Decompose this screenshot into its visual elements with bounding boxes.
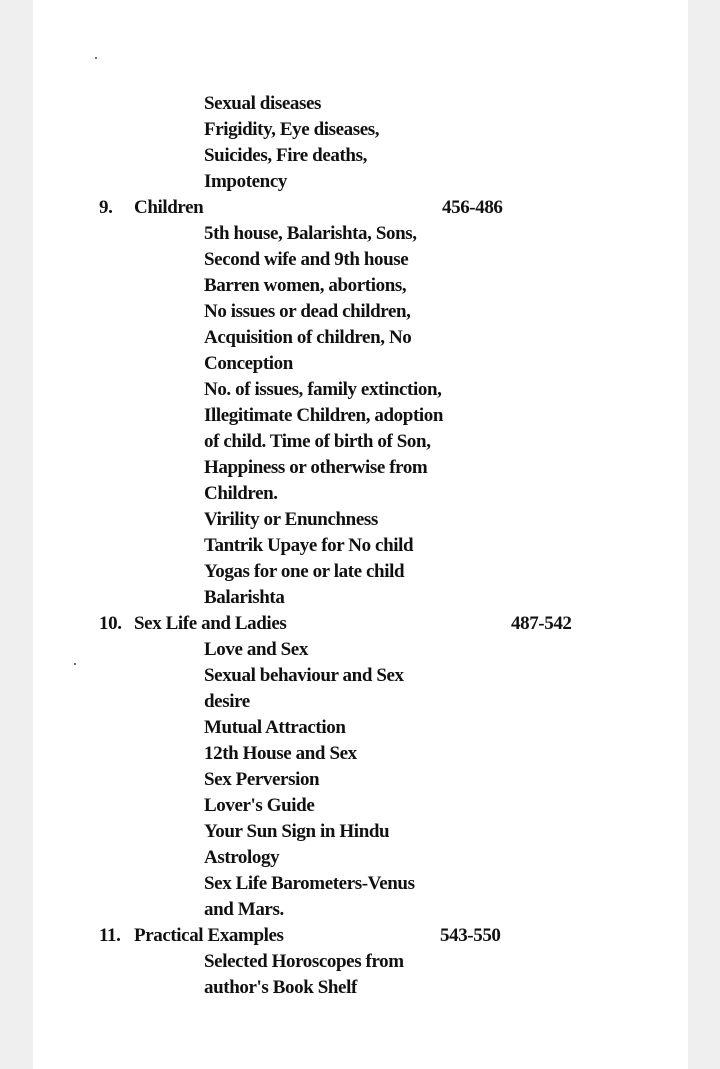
- toc-subitem: Impotency: [204, 171, 287, 192]
- toc-subitem: Frigidity, Eye diseases,: [204, 119, 380, 140]
- ink-speck: [74, 663, 76, 665]
- toc-subitem: Children.: [204, 483, 278, 504]
- chapter-number: 9.: [99, 197, 113, 218]
- toc-subitem: Lover's Guide: [204, 795, 315, 816]
- toc-subitem: and Mars.: [204, 899, 284, 920]
- chapter-title: Practical Examples: [134, 925, 284, 946]
- toc-subitem: Acquisition of children, No: [204, 327, 412, 348]
- toc-subitem: Sexual diseases: [204, 93, 321, 114]
- toc-subitem: Sex Perversion: [204, 769, 320, 790]
- chapter-title: Sex Life and Ladies: [134, 613, 287, 634]
- toc-subitem: Astrology: [204, 847, 280, 868]
- document-page: [33, 0, 688, 1069]
- toc-subitem: author's Book Shelf: [204, 977, 357, 998]
- chapter-number: 10.: [99, 613, 122, 634]
- toc-subitem: Conception: [204, 353, 293, 374]
- toc-subitem: desire: [204, 691, 250, 712]
- toc-subitem: Barren women, abortions,: [204, 275, 407, 296]
- toc-subitem: Yogas for one or late child: [204, 561, 405, 582]
- chapter-pages: 487-542: [511, 613, 572, 634]
- toc-subitem: Virility or Enunchness: [204, 509, 378, 530]
- toc-subitem: Suicides, Fire deaths,: [204, 145, 367, 166]
- toc-subitem: Sex Life Barometers-Venus: [204, 873, 415, 894]
- chapter-pages: 456-486: [442, 197, 503, 218]
- toc-subitem: Second wife and 9th house: [204, 249, 409, 270]
- toc-subitem: Love and Sex: [204, 639, 308, 660]
- toc-subitem: Happiness or otherwise from: [204, 457, 428, 478]
- chapter-number: 11.: [99, 925, 121, 946]
- toc-subitem: No. of issues, family extinction,: [204, 379, 442, 400]
- toc-subitem: Illegitimate Children, adoption: [204, 405, 444, 426]
- toc-subitem: 5th house, Balarishta, Sons,: [204, 223, 417, 244]
- toc-subitem: Tantrik Upaye for No child: [204, 535, 414, 556]
- toc-subitem: 12th House and Sex: [204, 743, 357, 764]
- toc-subitem: No issues or dead children,: [204, 301, 411, 322]
- chapter-title: Children: [134, 197, 204, 218]
- toc-subitem: Balarishta: [204, 587, 285, 608]
- toc-subitem: Mutual Attraction: [204, 717, 346, 738]
- toc-subitem: Your Sun Sign in Hindu: [204, 821, 390, 842]
- ink-speck: [95, 57, 97, 59]
- toc-subitem: of child. Time of birth of Son,: [204, 431, 431, 452]
- toc-subitem: Sexual behaviour and Sex: [204, 665, 404, 686]
- toc-subitem: Selected Horoscopes from: [204, 951, 404, 972]
- chapter-pages: 543-550: [440, 925, 501, 946]
